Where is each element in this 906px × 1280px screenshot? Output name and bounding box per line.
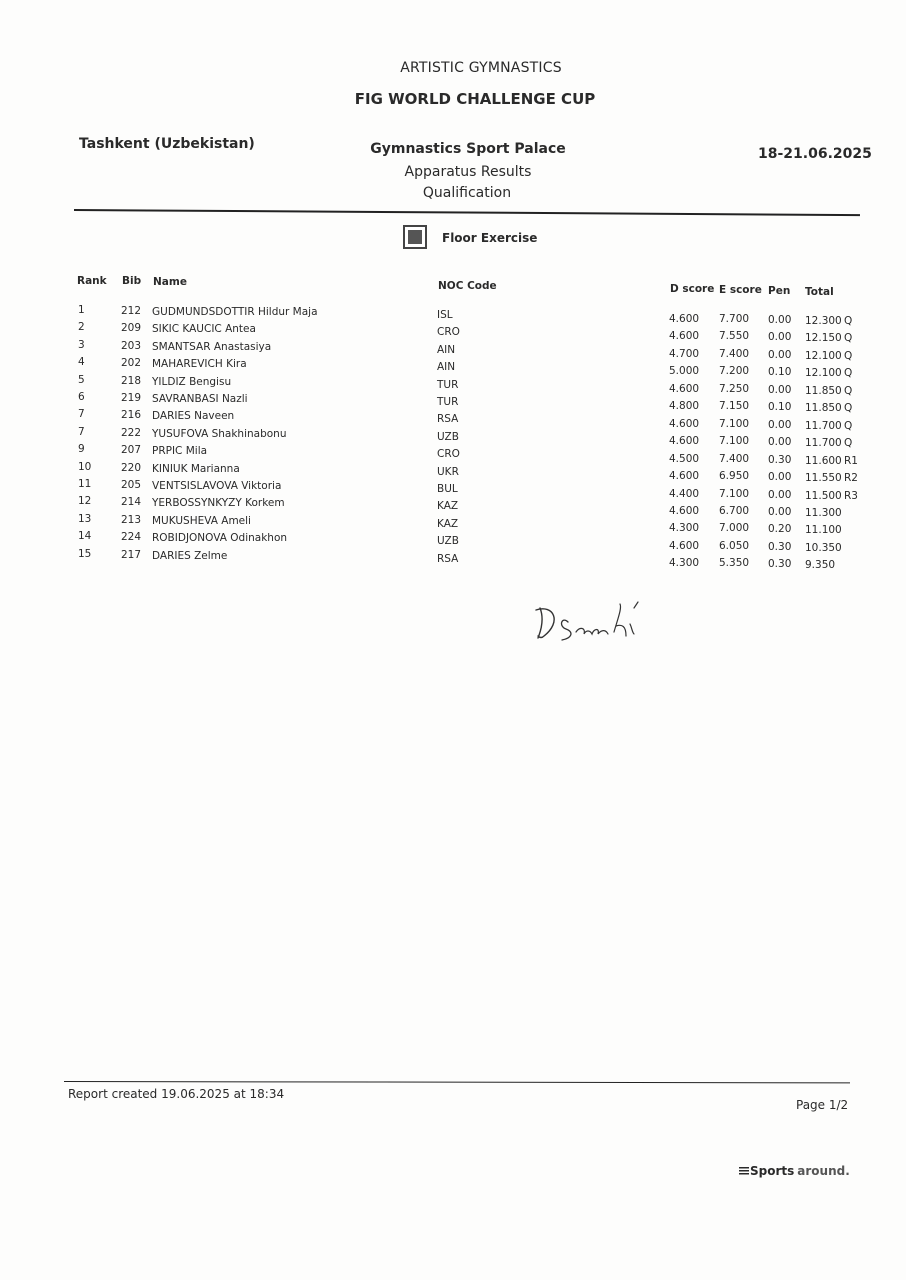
bib-cell: 217 — [121, 548, 142, 561]
d-score-cell: 4.600 — [669, 382, 700, 395]
pen-cell: 0.20 — [768, 523, 792, 536]
pen-cell: 0.10 — [768, 401, 792, 414]
total-cell: 12.150 — [805, 332, 842, 345]
d-score-cell: 4.600 — [669, 504, 700, 517]
rank-cell: 6 — [78, 391, 85, 403]
name-cell: YERBOSSYNKYZY Korkem — [152, 497, 285, 510]
total-cell: 11.500 — [805, 489, 842, 502]
name-cell: ROBIDJONOVA Odinakhon — [152, 532, 288, 545]
e-score-cell: 7.550 — [719, 330, 750, 343]
pen-cell: 0.00 — [768, 505, 792, 518]
total-cell: 12.100 — [805, 367, 842, 380]
qualification-cell: Q — [844, 419, 853, 432]
pen-cell: 0.00 — [768, 418, 792, 431]
e-score-cell: 7.000 — [719, 522, 750, 535]
report-type-label: Apparatus Results — [404, 164, 532, 180]
pen-cell: 0.00 — [768, 348, 792, 361]
d-score-cell: 4.700 — [669, 347, 700, 360]
rank-cell: 2 — [78, 321, 85, 334]
rank-cell: 11 — [78, 478, 92, 490]
qualification-cell: R1 — [844, 454, 858, 467]
e-score-cell: 7.400 — [719, 452, 750, 465]
col-header-pen: Pen — [768, 285, 791, 297]
col-header-noc: NOC Code — [438, 280, 497, 292]
floor-exercise-icon — [403, 225, 427, 249]
d-score-cell: 4.600 — [669, 313, 700, 325]
city-label: Tashkent (Uzbekistan) — [79, 136, 255, 152]
bib-cell: 214 — [121, 496, 142, 509]
noc-cell: ISL — [437, 309, 453, 321]
event-title: FIG WORLD CHALLENGE CUP — [354, 90, 596, 108]
e-score-cell: 7.100 — [719, 487, 750, 500]
d-score-cell: 4.400 — [669, 487, 700, 500]
qualification-cell: Q — [844, 367, 853, 380]
noc-cell: UZB — [437, 535, 459, 548]
e-score-cell: 7.700 — [719, 313, 750, 325]
rank-cell: 1 — [78, 304, 85, 316]
col-header-d-score: D score — [670, 283, 715, 295]
name-cell: YILDIZ Bengisu — [152, 375, 232, 388]
bib-cell: 218 — [121, 374, 142, 387]
rank-cell: 13 — [78, 512, 92, 525]
total-cell: 11.600 — [805, 454, 842, 467]
d-score-cell: 4.600 — [669, 330, 700, 343]
total-cell: 11.700 — [805, 437, 842, 450]
d-score-cell: 4.600 — [669, 435, 700, 448]
noc-cell: KAZ — [437, 500, 459, 513]
venue-label: Gymnastics Sport Palace — [370, 141, 566, 157]
pen-cell: 0.30 — [768, 453, 792, 466]
d-score-cell: 4.300 — [669, 557, 700, 570]
total-cell: 10.350 — [805, 541, 842, 554]
noc-cell: RSA — [437, 413, 459, 426]
footer-divider — [64, 1081, 850, 1083]
bib-cell: 220 — [121, 461, 142, 474]
report-created-label: Report created 19.06.2025 at 18:34 — [68, 1087, 285, 1101]
logo-text-around: around. — [797, 1164, 850, 1178]
e-score-cell: 7.250 — [719, 382, 750, 395]
bib-cell: 219 — [121, 392, 142, 404]
qualification-cell: Q — [844, 315, 853, 327]
name-cell: SIKIC KAUCIC Antea — [152, 323, 256, 336]
pen-cell: 0.30 — [768, 558, 792, 571]
total-cell: 11.850 — [805, 402, 842, 415]
rank-cell: 7 — [78, 425, 85, 438]
pen-cell: 0.00 — [768, 488, 792, 501]
bib-cell: 202 — [121, 357, 142, 370]
qualification-cell: Q — [844, 332, 853, 345]
bib-cell: 224 — [121, 531, 142, 544]
d-score-cell: 4.600 — [669, 539, 700, 552]
e-score-cell: 7.200 — [719, 365, 750, 378]
noc-cell: BUL — [437, 483, 458, 495]
bib-cell: 222 — [121, 426, 142, 439]
rank-cell: 9 — [78, 443, 85, 456]
total-cell: 11.100 — [805, 524, 842, 537]
total-cell: 9.350 — [805, 559, 836, 572]
noc-cell: CRO — [437, 448, 460, 461]
e-score-cell: 7.400 — [719, 347, 750, 360]
name-cell: VENTSISLAVOVA Viktoria — [152, 480, 282, 492]
pen-cell: 0.00 — [768, 471, 792, 483]
pen-cell: 0.00 — [768, 331, 792, 344]
noc-cell: KAZ — [437, 517, 459, 530]
noc-cell: RSA — [437, 552, 459, 565]
qualification-cell: Q — [844, 384, 853, 397]
col-header-name: Name — [153, 276, 187, 288]
rank-cell: 7 — [78, 408, 85, 421]
d-score-cell: 4.500 — [669, 452, 700, 465]
page-number: Page 1/2 — [796, 1098, 849, 1112]
name-cell: YUSUFOVA Shakhinabonu — [152, 427, 287, 440]
name-cell: DARIES Naveen — [152, 410, 235, 423]
noc-cell: UKR — [437, 465, 459, 478]
e-score-cell: 5.350 — [719, 557, 750, 570]
bib-cell: 212 — [121, 305, 142, 317]
bib-cell: 203 — [121, 339, 142, 352]
rank-cell: 14 — [78, 530, 92, 543]
dates-label: 18-21.06.2025 — [758, 146, 872, 162]
total-cell: 12.100 — [805, 349, 842, 362]
total-cell: 11.700 — [805, 419, 842, 432]
rank-cell: 12 — [78, 495, 92, 508]
name-cell: KINIUK Marianna — [152, 462, 240, 475]
bib-cell: 207 — [121, 444, 142, 457]
pen-cell: 0.00 — [768, 314, 792, 326]
rank-cell: 10 — [78, 460, 92, 473]
qualification-cell: Q — [844, 437, 853, 450]
qualification-cell: Q — [844, 349, 853, 362]
signature — [530, 596, 670, 646]
rank-cell: 4 — [78, 356, 85, 369]
apparatus-name: Floor Exercise — [442, 231, 538, 245]
name-cell: MUKUSHEVA Ameli — [152, 514, 251, 527]
name-cell: DARIES Zelme — [152, 549, 228, 562]
pen-cell: 0.30 — [768, 540, 792, 553]
col-header-e-score: E score — [719, 284, 762, 296]
noc-cell: TUR — [437, 378, 459, 391]
col-header-bib: Bib — [122, 275, 142, 287]
pen-cell: 0.00 — [768, 383, 792, 396]
qualification-cell: Q — [844, 402, 853, 415]
rank-cell: 15 — [78, 547, 92, 560]
bib-cell: 209 — [121, 322, 142, 335]
name-cell: SMANTSAR Anastasiya — [152, 340, 272, 353]
qualification-cell: R2 — [844, 472, 858, 484]
noc-cell: AIN — [437, 343, 456, 356]
col-header-total: Total — [805, 286, 834, 298]
name-cell: MAHAREVICH Kira — [152, 358, 247, 371]
pen-cell: 0.10 — [768, 366, 792, 379]
e-score-cell: 6.050 — [719, 539, 750, 552]
d-score-cell: 4.600 — [669, 470, 700, 482]
name-cell: GUDMUNDSDOTTIR Hildur Maja — [152, 306, 318, 318]
rank-cell: 3 — [78, 338, 85, 351]
bib-cell: 213 — [121, 513, 142, 526]
noc-cell: TUR — [437, 396, 459, 408]
e-score-cell: 6.700 — [719, 504, 750, 517]
total-cell: 11.550 — [805, 472, 842, 484]
e-score-cell: 7.150 — [719, 400, 750, 413]
bib-cell: 216 — [121, 409, 142, 422]
sport-title: ARTISTIC GYMNASTICS — [400, 60, 562, 76]
d-score-cell: 4.800 — [669, 400, 700, 413]
bib-cell: 205 — [121, 479, 142, 491]
name-cell: PRPIC Mila — [152, 445, 208, 458]
e-score-cell: 6.950 — [719, 470, 750, 482]
d-score-cell: 4.300 — [669, 522, 700, 535]
qualification-cell: R3 — [844, 489, 858, 502]
e-score-cell: 7.100 — [719, 435, 750, 448]
noc-cell: UZB — [437, 430, 459, 443]
phase-label: Qualification — [422, 185, 512, 201]
d-score-cell: 4.600 — [669, 417, 700, 430]
e-score-cell: 7.100 — [719, 417, 750, 430]
col-header-rank: Rank — [77, 275, 107, 287]
total-cell: 12.300 — [805, 315, 842, 327]
header-divider — [74, 209, 860, 216]
rank-cell: 5 — [78, 373, 85, 386]
noc-cell: AIN — [437, 361, 456, 374]
menu-lines-icon — [739, 1167, 749, 1176]
sports-around-logo — [739, 1164, 850, 1178]
name-cell: SAVRANBASI Nazli — [152, 393, 248, 405]
total-cell: 11.850 — [805, 384, 842, 397]
d-score-cell: 5.000 — [669, 365, 700, 378]
total-cell: 11.300 — [805, 506, 842, 519]
pen-cell: 0.00 — [768, 436, 792, 449]
noc-cell: CRO — [437, 326, 460, 339]
logo-text-sports: Sports — [750, 1164, 795, 1178]
